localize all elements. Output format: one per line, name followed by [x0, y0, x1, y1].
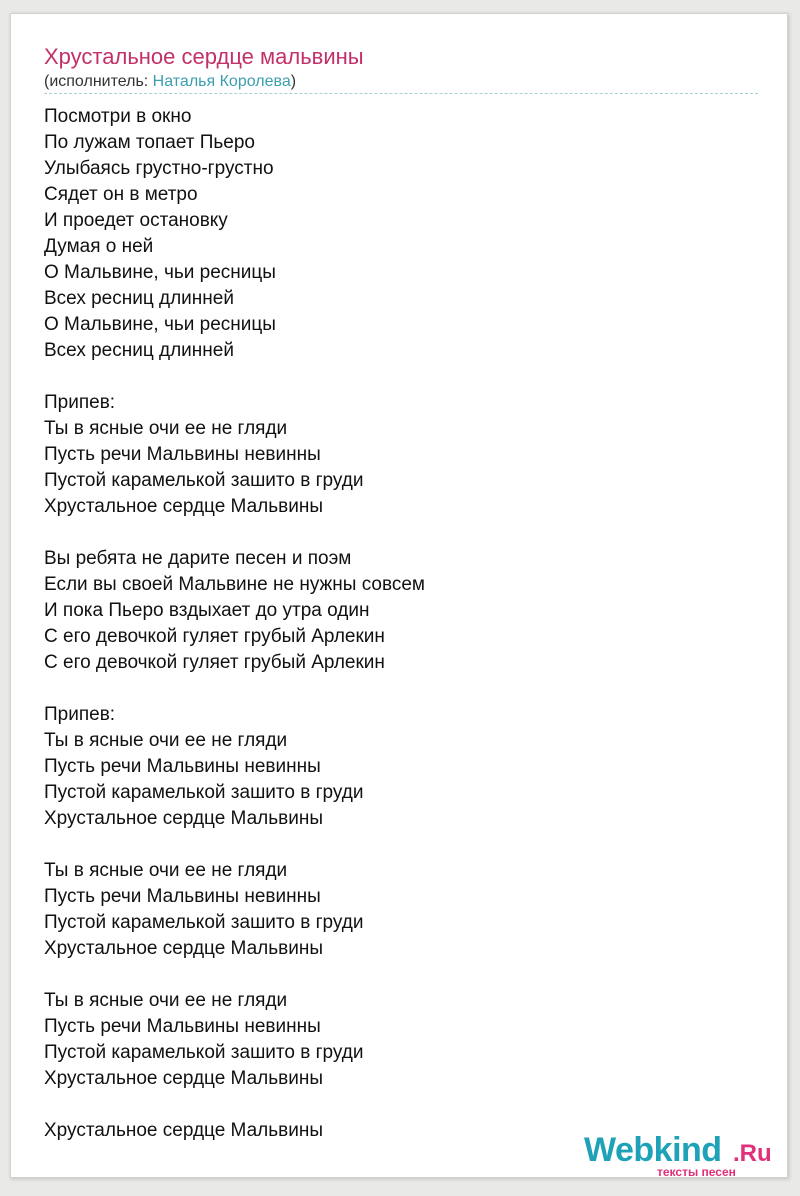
- lyric-line: Посмотри в окно: [44, 106, 192, 127]
- lyric-line: По лужам топает Пьеро: [44, 132, 256, 153]
- lyrics-text: [44, 104, 425, 1144]
- lyric-line: Пустой карамелькой зашито в груди: [44, 782, 364, 803]
- lyric-line: Ты в ясные очи ее не гляди: [44, 730, 288, 751]
- header-divider: [44, 93, 758, 94]
- stanza-break: [44, 520, 425, 546]
- lyric-line: Думая о ней: [44, 236, 154, 257]
- lyric-line: Всех ресниц длинней: [44, 288, 234, 309]
- lyric-line: С его девочкой гуляет грубый Арлекин: [44, 626, 385, 647]
- stanza-break: [44, 676, 425, 702]
- lyric-line: И проедет остановку: [44, 210, 228, 231]
- lyric-line: Хрустальное сердце Мальвины: [44, 808, 324, 829]
- lyric-line: Сядет он в метро: [44, 184, 198, 205]
- lyric-line: Пустой карамелькой зашито в груди: [44, 1042, 364, 1063]
- lyric-line: Припев:: [44, 392, 116, 413]
- song-title: Хрустальное сердце мальвины: [44, 44, 364, 69]
- artist-suffix: ): [290, 73, 297, 90]
- stanza-break: [44, 364, 425, 390]
- artist-line: [44, 73, 296, 91]
- artist-prefix: (исполнитель:: [44, 73, 153, 90]
- lyric-line: Ты в ясные очи ее не гляди: [44, 990, 288, 1011]
- lyric-line: Если вы своей Мальвине не нужны совсем: [44, 574, 425, 595]
- lyric-line: Пусть речи Мальвины невинны: [44, 886, 321, 907]
- lyric-line: О Мальвине, чьи ресницы: [44, 314, 276, 335]
- lyric-line: И пока Пьеро вздыхает до утра один: [44, 600, 370, 621]
- site-logo[interactable]: [584, 1131, 784, 1179]
- lyric-line: Хрустальное сердце Мальвины: [44, 938, 324, 959]
- lyric-line: С его девочкой гуляет грубый Арлекин: [44, 652, 385, 673]
- lyrics-sheet: [10, 13, 788, 1178]
- lyric-line: Пустой карамелькой зашито в груди: [44, 470, 364, 491]
- lyric-line: Вы ребята не дарите песен и поэм: [44, 548, 352, 569]
- lyric-line: Пусть речи Мальвины невинны: [44, 1016, 321, 1037]
- lyric-line: Улыбаясь грустно-грустно: [44, 158, 274, 179]
- stanza-break: [44, 832, 425, 858]
- lyric-line: Припев:: [44, 704, 116, 725]
- lyric-line: Хрустальное сердце Мальвины: [44, 1120, 324, 1141]
- lyric-line: Хрустальное сердце Мальвины: [44, 496, 324, 517]
- lyric-line: Пусть речи Мальвины невинны: [44, 756, 321, 777]
- lyric-line: Пусть речи Мальвины невинны: [44, 444, 321, 465]
- logo-tagline: тексты песен: [657, 1165, 736, 1179]
- stanza-break: [44, 1092, 425, 1118]
- logo-wordmark: Webkind: [584, 1131, 722, 1169]
- lyric-line: Ты в ясные очи ее не гляди: [44, 418, 288, 439]
- lyric-line: Хрустальное сердце Мальвины: [44, 1068, 324, 1089]
- lyric-line: О Мальвине, чьи ресницы: [44, 262, 276, 283]
- lyric-line: Пустой карамелькой зашито в груди: [44, 912, 364, 933]
- lyric-line: Ты в ясные очи ее не гляди: [44, 860, 288, 881]
- artist-link[interactable]: Наталья Королева: [152, 73, 291, 90]
- logo-domain: .Ru: [733, 1140, 772, 1167]
- lyric-line: Всех ресниц длинней: [44, 340, 234, 361]
- stanza-break: [44, 962, 425, 988]
